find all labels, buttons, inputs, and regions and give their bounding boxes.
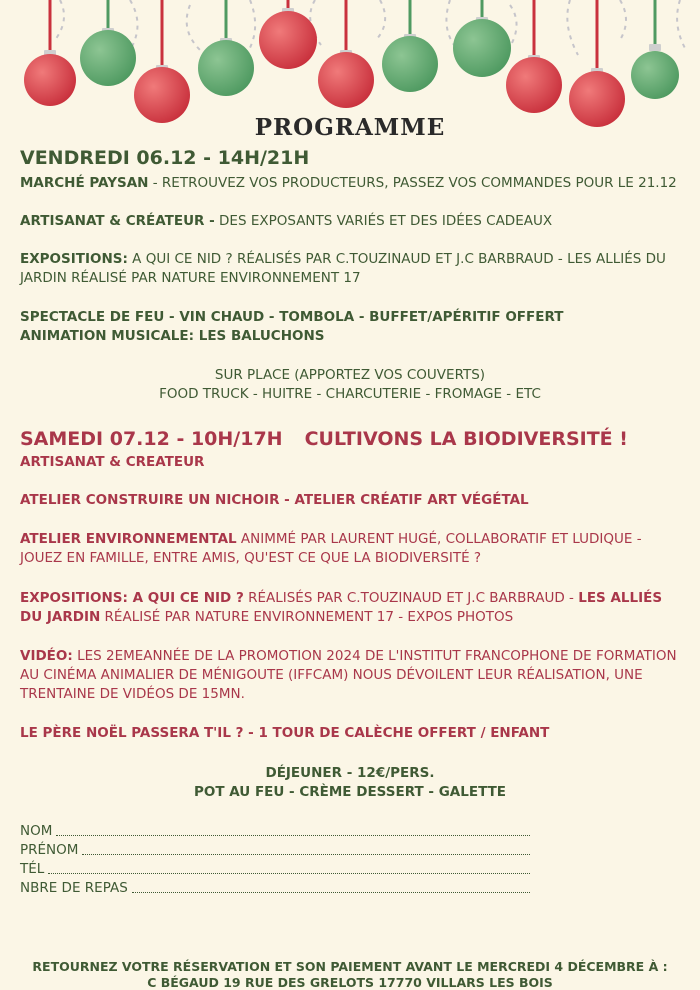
saturday-video-paragraph — [20, 647, 680, 704]
saturday-workshop-line: ATELIER CONSTRUIRE UN NICHOIR - ATELIER CRÉATIF ART VÉGÉTAL — [20, 492, 529, 508]
expo-text: A QUI CE NID ? RÉALISÉS PAR C.TOUZINAUD ET J.C BARBRAUD - LES ALLIÉS DU JARDIN RÉALISÉ PAR NATURE ENVIRONNEMENT 17 — [20, 251, 666, 286]
saturday-heading: SAMEDI 07.12 - 10H/17H — [20, 428, 283, 450]
friday-market-line — [20, 174, 680, 193]
form-meals-field[interactable] — [132, 879, 530, 893]
footer-line-1: RETOURNEZ VOTRE RÉSERVATION ET SON PAIEMENT AVANT LE MERCREDI 4 DÉCEMBRE À : — [32, 959, 668, 974]
lunch-line-2: POT AU FEU - CRÈME DESSERT - GALETTE — [193, 784, 507, 800]
onsite-line-2: FOOD TRUCK - HUITRE - CHARCUTERIE - FROMAGE - ETC — [159, 386, 541, 402]
market-text: - RETROUVEZ VOS PRODUCTEURS, PASSEZ VOS COMMANDES POUR LE 21.12 — [148, 175, 677, 191]
form-phone-row[interactable] — [20, 860, 532, 878]
video-text: LES 2EMEANNÉE DE LA PROMOTION 2024 DE L'INSTITUT FRANCOPHONE DE FORMATION AU CINÉMA ANIMALIER DE MÉNIGOUTE (IFFCAM) NOUS DÉVOILENT LEUR RÉALISATION, UNE TRENTAINE DE VIDÉOS DE 15MN. — [20, 648, 677, 702]
form-name-row[interactable] — [20, 822, 532, 840]
expo-label: EXPOSITIONS: — [20, 251, 128, 267]
santa-line: LE PÈRE NOËL PASSERA T'IL ? - 1 TOUR DE CALÈCHE OFFERT / ENFANT — [20, 725, 550, 741]
onsite-line-1: SUR PLACE (APPORTEZ VOS COUVERTS) — [214, 367, 486, 383]
friday-music-line: ANIMATION MUSICALE: LES BALUCHONS — [20, 328, 325, 344]
sat-expo-label: EXPOSITIONS: A QUI CE NID ? — [20, 590, 244, 606]
form-firstname-row[interactable] — [20, 841, 532, 859]
saturday-env-paragraph — [20, 530, 680, 568]
env-text: ANIMMÉ PAR LAURENT HUGÉ, COLLABORATIF ET LUDIQUE - JOUEZ EN FAMILLE, ENTRE AMIS, QU'EST CE QUE LA BIODIVERSITÉ ? — [20, 531, 642, 566]
friday-craft-line — [20, 212, 680, 231]
form-meals-row[interactable] — [20, 879, 532, 897]
footer-line-2: C BÉGAUD 19 RUE DES GRELOTS 17770 VILLARS LES BOIS — [147, 975, 553, 990]
friday-heading: VENDREDI 06.12 - 14H/21H — [20, 147, 310, 169]
form-phone-field[interactable] — [48, 860, 530, 874]
ornament-garland — [0, 0, 700, 130]
friday-expo-paragraph — [20, 250, 680, 288]
form-firstname-field[interactable] — [82, 841, 530, 855]
craft-label: ARTISANAT & CRÉATEUR - — [20, 213, 215, 229]
market-label: MARCHÉ PAYSAN — [20, 175, 149, 191]
saturday-craft-line: ARTISANAT & CREATEUR — [20, 454, 205, 470]
form-meals-label: NBRE DE REPAS — [20, 880, 128, 896]
video-label: VIDÉO: — [20, 648, 73, 664]
lunch-line-1: DÉJEUNER - 12€/PERS. — [265, 765, 435, 781]
form-name-label: NOM — [20, 823, 53, 839]
craft-text: DES EXPOSANTS VARIÉS ET DES IDÉES CADEAUX — [214, 213, 553, 229]
sat-expo-label-2: LES ALLIÉS DU JARDIN — [20, 590, 663, 625]
saturday-heading-row — [20, 427, 680, 451]
sat-expo-text: RÉALISÉS PAR C.TOUZINAUD ET J.C BARBRAUD - — [243, 590, 579, 606]
saturday-expo-paragraph — [20, 589, 680, 627]
sat-expo-text-2: RÉALISÉ PAR NATURE ENVIRONNEMENT 17 - EXPOS PHOTOS — [100, 609, 514, 625]
friday-show-line: SPECTACLE DE FEU - VIN CHAUD - TOMBOLA - BUFFET/APÉRITIF OFFERT — [20, 309, 564, 325]
page-title: PROGRAMME — [254, 114, 446, 141]
form-firstname-label: PRÉNOM — [20, 842, 79, 858]
saturday-theme: CULTIVONS LA BIODIVERSITÉ ! — [304, 428, 628, 450]
env-label: ATELIER ENVIRONNEMENTAL — [20, 531, 237, 547]
form-name-field[interactable] — [56, 822, 530, 836]
form-phone-label: TÉL — [20, 861, 45, 877]
